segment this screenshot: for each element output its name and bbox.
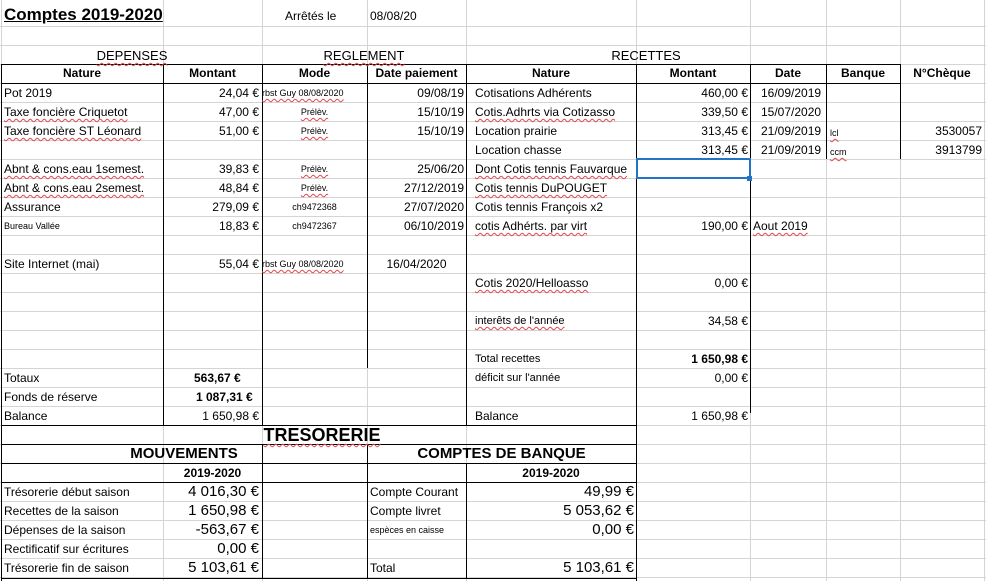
recette-date[interactable]: 16/09/2019 <box>761 86 822 100</box>
section-recettes[interactable]: RECETTES <box>611 48 681 63</box>
recette-nature[interactable]: Dont Cotis tennis Fauvarque <box>475 162 628 176</box>
depense-mode[interactable]: Prélèv. <box>300 107 329 117</box>
depense-mode[interactable]: rbst Guy 08/08/2020 <box>262 259 344 269</box>
section-depenses[interactable]: DEPENSES <box>96 48 168 63</box>
mouvement-value[interactable]: 1 650,98 € <box>188 502 259 519</box>
recette-date[interactable]: 15/07/2020 <box>761 105 822 119</box>
recette-montant[interactable]: 313,45 € <box>701 143 748 157</box>
mouvement-label[interactable]: Rectificatif sur écritures <box>4 542 129 556</box>
col-cheque[interactable]: N°Chèque <box>913 66 971 80</box>
deficit-label[interactable]: déficit sur l'année <box>475 372 561 384</box>
recette-nature[interactable]: Location chasse <box>475 143 562 157</box>
depense-date[interactable]: 06/10/2019 <box>403 219 464 233</box>
depense-mode[interactable]: rbst Guy 08/08/2020 <box>262 88 344 98</box>
balance-recettes-label[interactable]: Balance <box>475 409 519 423</box>
depense-mode[interactable]: Prélèv. <box>300 126 329 136</box>
deficit-value[interactable]: 0,00 € <box>714 371 748 385</box>
compte-label[interactable]: espèces en caisse <box>370 525 445 535</box>
col-nature-recettes[interactable]: Nature <box>531 66 570 80</box>
mouvement-value[interactable]: -563,67 € <box>195 521 259 538</box>
recette-montant[interactable]: 0,00 € <box>714 276 748 290</box>
recette-cheque[interactable]: 3913799 <box>935 143 982 157</box>
depense-date[interactable]: 25/06/20 <box>417 162 464 176</box>
depense-montant[interactable]: 279,09 € <box>212 200 259 214</box>
gridline <box>984 0 985 581</box>
fonds-label[interactable]: Fonds de réserve <box>4 390 98 404</box>
depense-montant[interactable]: 24,04 € <box>218 86 259 100</box>
arretes-label[interactable]: Arrêtés le <box>285 9 337 23</box>
recette-montant[interactable]: 190,00 € <box>701 219 748 233</box>
col-mode[interactable]: Mode <box>298 66 331 80</box>
col-date[interactable]: Date <box>774 66 801 80</box>
mouvements-title[interactable]: MOUVEMENTS <box>130 445 238 462</box>
selected-cell[interactable] <box>636 158 751 179</box>
totaux-label[interactable]: Totaux <box>4 371 40 385</box>
mouvement-value[interactable]: 0,00 € <box>217 540 259 557</box>
depense-date[interactable]: 15/10/19 <box>417 105 464 119</box>
col-montant-recettes[interactable]: Montant <box>669 66 717 80</box>
recette-banque[interactable]: ccm <box>830 147 847 157</box>
depense-nature[interactable]: Taxe foncière ST Léonard <box>4 124 142 138</box>
col-nature[interactable]: Nature <box>62 66 101 80</box>
recette-banque[interactable]: lcl <box>830 128 839 138</box>
recette-nature[interactable]: Cotis 2020/Helloasso <box>475 276 589 290</box>
mouvement-value[interactable]: 4 016,30 € <box>188 483 259 500</box>
mouvement-label[interactable]: Recettes de la saison <box>4 504 119 518</box>
banque-season[interactable]: 2019-2020 <box>522 466 580 480</box>
balance-label[interactable]: Balance <box>4 409 48 423</box>
depense-nature[interactable]: Bureau Vallée <box>4 221 60 231</box>
recette-nature[interactable]: Cotis.Adhrts via Cotizasso <box>475 105 616 119</box>
total-recettes-value[interactable]: 1 650,98 € <box>691 352 748 366</box>
banque-title[interactable]: COMPTES DE BANQUE <box>417 445 586 462</box>
depense-mode[interactable]: ch9472368 <box>292 202 337 212</box>
recette-date[interactable]: 21/09/2019 <box>761 124 822 138</box>
recette-date[interactable]: 21/09/2019 <box>761 143 822 157</box>
mouvement-value[interactable]: 5 103,61 € <box>188 559 259 576</box>
depense-mode[interactable]: ch9472367 <box>292 221 337 231</box>
recette-montant[interactable]: 339,50 € <box>701 105 748 119</box>
mouvement-label[interactable]: Dépenses de la saison <box>4 523 126 537</box>
depense-date[interactable]: 09/08/19 <box>417 86 464 100</box>
recette-nature[interactable]: interêts de l'année <box>475 315 565 327</box>
depense-montant[interactable]: 47,00 € <box>218 105 259 119</box>
compte-label[interactable]: Compte Courant <box>370 485 459 499</box>
col-date-paiement[interactable]: Date paiement <box>375 66 458 80</box>
mouvement-label[interactable]: Trésorerie début saison <box>4 485 130 499</box>
col-montant[interactable]: Montant <box>189 66 236 80</box>
depense-date[interactable]: 27/12/2019 <box>403 181 464 195</box>
depense-montant[interactable]: 55,04 € <box>218 257 259 271</box>
depense-montant[interactable]: 51,00 € <box>218 124 259 138</box>
compte-value[interactable]: 5 053,62 € <box>563 502 634 519</box>
depense-date[interactable]: 15/10/19 <box>417 124 464 138</box>
balance-value[interactable]: 1 650,98 € <box>202 409 259 423</box>
depense-nature[interactable]: Taxe foncière Criquetot <box>4 105 128 119</box>
depense-montant[interactable]: 48,84 € <box>218 181 259 195</box>
depense-montant[interactable]: 39,83 € <box>218 162 259 176</box>
compte-value[interactable]: 0,00 € <box>592 521 634 538</box>
recette-montant[interactable]: 460,00 € <box>701 86 748 100</box>
compte-value[interactable]: 5 103,61 € <box>563 559 634 576</box>
total-recettes-label[interactable]: Total recettes <box>475 353 541 365</box>
fonds-value[interactable]: 1 087,31 € <box>196 390 253 404</box>
depense-nature[interactable]: Pot 2019 <box>4 86 53 100</box>
compte-label[interactable]: Total <box>370 561 396 575</box>
recette-nature[interactable]: Cotisations Adhérents <box>475 86 592 100</box>
recette-cheque[interactable]: 3530057 <box>935 124 982 138</box>
compte-label[interactable]: Compte livret <box>370 504 441 518</box>
depense-nature[interactable]: Abnt & cons.eau 1semest. <box>4 162 145 176</box>
mouvements-season[interactable]: 2019-2020 <box>183 466 242 480</box>
depense-date[interactable]: 27/07/2020 <box>403 200 464 214</box>
recette-nature[interactable]: Cotis tennis François x2 <box>475 200 604 214</box>
recette-date[interactable]: Aout 2019 <box>753 219 808 233</box>
depense-mode[interactable]: Prélèv. <box>300 164 329 174</box>
arretes-date[interactable]: 08/08/20 <box>370 9 417 23</box>
recette-nature[interactable]: cotis Adhérts. par virt <box>475 219 588 233</box>
fill-handle[interactable] <box>747 176 752 181</box>
tresorerie-title[interactable]: TRESORERIE <box>263 425 381 445</box>
depense-nature[interactable]: Abnt & cons.eau 2semest. <box>4 181 145 195</box>
depense-montant[interactable]: 18,83 € <box>218 219 259 233</box>
balance-recettes-value[interactable]: 1 650,98 € <box>691 409 748 423</box>
recette-nature[interactable]: Location prairie <box>475 124 558 138</box>
recette-montant[interactable]: 34,58 € <box>707 314 748 328</box>
recette-nature[interactable]: Cotis tennis DuPOUGET <box>475 181 608 195</box>
depense-nature[interactable]: Assurance <box>4 200 61 214</box>
totaux-value[interactable]: 563,67 € <box>194 371 241 385</box>
mouvement-label[interactable]: Trésorerie fin de saison <box>4 561 129 575</box>
depense-date[interactable]: 16/04/2020 <box>386 257 447 271</box>
col-banque[interactable]: Banque <box>840 66 885 80</box>
depense-mode[interactable]: Prélèv. <box>300 183 329 193</box>
compte-value[interactable]: 49,99 € <box>583 483 634 500</box>
recette-montant[interactable]: 313,45 € <box>701 124 748 138</box>
section-reglement[interactable]: REGLEMENT <box>323 48 405 63</box>
depense-nature[interactable]: Site Internet (mai) <box>4 257 100 271</box>
sheet-title[interactable]: Comptes 2019-2020 <box>4 5 163 24</box>
